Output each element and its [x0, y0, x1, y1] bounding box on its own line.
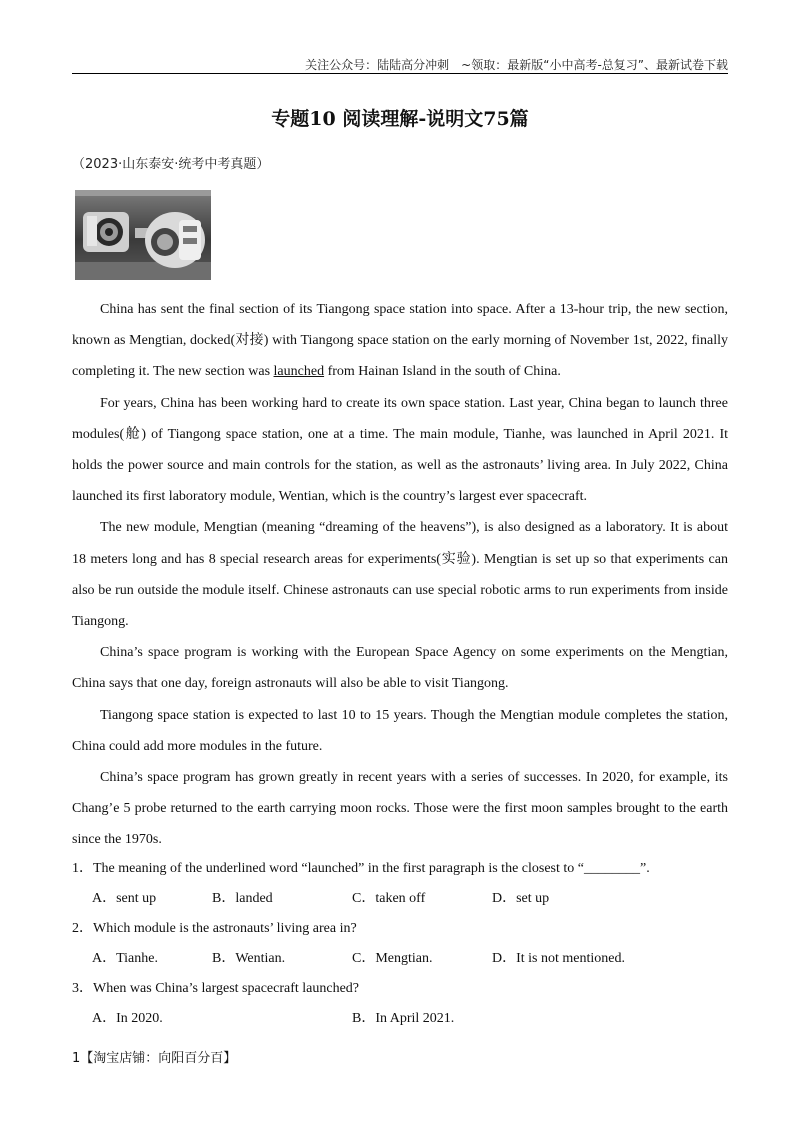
footer-shop-label: 1【淘宝店铺：向阳百分百】 — [72, 1051, 237, 1066]
question-3-options — [72, 1004, 728, 1034]
source-label: （2023·山东泰安·统考中考真题） — [72, 157, 270, 172]
paragraph-1: China has sent the final section of its Tiangong space station into space. After a 13-hour trip, the new section, known as Mengtian, docked(对接) with Tiangong space station on the early morning of November 1st, 2022, finally completing it. The new section was launched from Hainan Island in the south of China. — [72, 302, 728, 380]
question-list — [72, 854, 728, 1034]
article — [72, 294, 728, 856]
question-3-option-b[interactable]: B．In April 2021. — [352, 1011, 455, 1026]
question-1-stem: 1．The meaning of the underlined word “launched” in the first paragraph is the closest to “________”. — [72, 861, 650, 876]
question-2-option-a[interactable]: A．Tianhe. — [92, 951, 158, 966]
question-2-option-b[interactable]: B．Wentian. — [212, 951, 286, 966]
paragraph-4: China’s space program is working with the European Space Agency on some experiments on the Mengtian, China says that one day, foreign astronauts will also be able to visit Tiangong. — [72, 645, 728, 692]
space-station-photo — [75, 190, 211, 280]
paragraph-6: China’s space program has grown greatly in recent years with a series of successes. In 2020, for example, its Chang’e 5 probe returned to the earth carrying moon rocks. Those were the first moon samples brought to the earth since the 1970s. — [72, 770, 728, 848]
header-rule — [72, 73, 728, 74]
question-2-stem: 2．Which module is the astronauts’ living area in? — [72, 921, 357, 936]
question-2-options — [72, 944, 728, 974]
paragraph-5: Tiangong space station is expected to last 10 to 15 years. Though the Mengtian module completes the station, China could add more modules in the future. — [72, 707, 728, 754]
paragraph-3: The new module, Mengtian (meaning “dreaming of the heavens”), is also designed as a laboratory. It is about 18 meters long and has 8 special research areas for experiments(实验). Mengtian is set up so that experiments can also be run outside the module itself. Chinese astronauts can use special robotic arms to run experiments from inside Tiangong. — [72, 520, 728, 630]
header-note: 关注公众号：陆陆高分冲刺 ~领取：最新版“小中高考-总复习”、最新试卷下载 — [305, 58, 728, 72]
question-1-options — [72, 884, 728, 914]
underlined-word: launched — [273, 364, 325, 380]
question-1-option-c[interactable]: C．taken off — [352, 891, 426, 906]
page-title: 专题10 阅读理解-说明文75篇 — [271, 108, 529, 130]
question-3-option-a[interactable]: A．In 2020. — [92, 1011, 163, 1026]
question-2-option-c[interactable]: C．Mengtian. — [352, 951, 433, 966]
paragraph-2: For years, China has been working hard to create its own space station. Last year, China began to launch three modules(舱) of Tiangong space station, one at a time. The main module, Tianhe, was launched in April 2021. It holds the power source and main controls for the station, as well as the astronauts’ living area. In July 2022, China launched its first laboratory module, Wentian, which is the country’s largest ever spacecraft. — [72, 395, 728, 505]
question-2-option-d[interactable]: D．It is not mentioned. — [492, 951, 625, 966]
question-3-stem: 3．When was China’s largest spacecraft launched? — [72, 981, 360, 996]
question-1-option-d[interactable]: D．set up — [492, 891, 550, 906]
question-1-option-b[interactable]: B．landed — [212, 891, 273, 906]
question-1-option-a[interactable]: A．sent up — [92, 891, 157, 906]
